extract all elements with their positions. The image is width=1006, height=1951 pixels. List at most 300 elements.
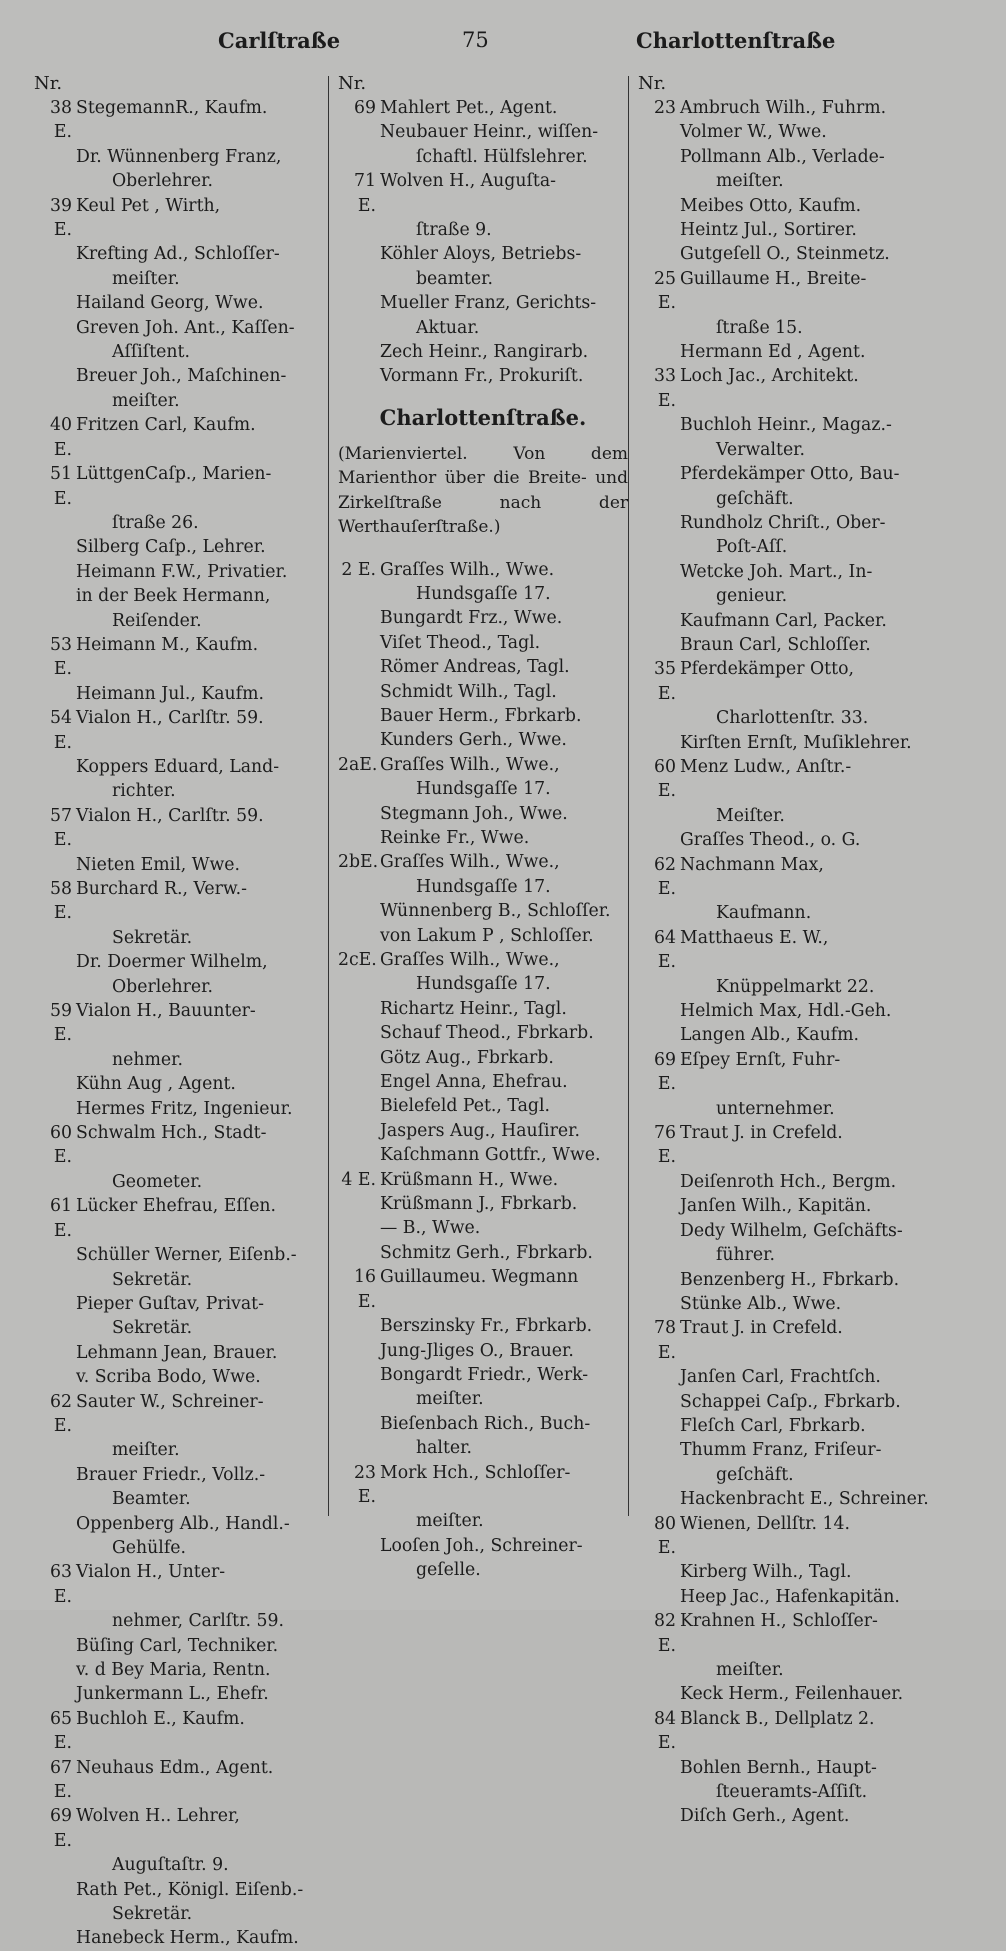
resident-line: Rundholz Chriſt., Ober- — [680, 512, 886, 533]
house-number — [638, 194, 676, 218]
resident-line: Guillaumeu. Wegmann — [380, 1267, 579, 1288]
directory-entry — [638, 1682, 938, 1706]
directory-entry — [638, 1268, 938, 1292]
house-number — [338, 1363, 376, 1387]
house-number — [34, 1365, 72, 1389]
house-number — [638, 1487, 676, 1511]
house-number — [34, 1634, 72, 1658]
resident-line: Breuer Joh., Maſchinen- — [76, 366, 287, 387]
resident-line: Wetcke Joh. Mart., In- — [680, 561, 873, 582]
resident-line: Schmitz Gerh., Fbrkarb. — [380, 1242, 593, 1263]
house-number: 2 E. — [341, 559, 376, 580]
directory-entry — [338, 1314, 628, 1338]
directory-entry — [638, 755, 938, 828]
house-number — [638, 1682, 676, 1706]
house-number: 69 E. — [50, 1806, 72, 1851]
resident-line-continued: meiſter. — [716, 1660, 784, 1680]
resident-line: Lehmann Jean, Brauer. — [76, 1342, 278, 1363]
directory-entry — [338, 1534, 628, 1583]
house-number — [34, 1463, 72, 1487]
house-number — [638, 340, 676, 364]
directory-entry — [338, 1119, 628, 1143]
resident-line-continued: meiſter. — [716, 171, 784, 192]
directory-entry — [638, 267, 938, 340]
directory-entry — [34, 1560, 324, 1633]
resident-line: Keck Herm., Feilenhauer. — [680, 1684, 904, 1705]
header-left-street: Carlſtraße — [218, 28, 341, 53]
resident-line: Deiſenroth Hch., Bergm. — [680, 1171, 897, 1192]
house-number — [638, 731, 676, 755]
house-number: 25 E. — [654, 268, 676, 314]
house-number: 60 E. — [50, 1123, 72, 1168]
resident-line: Traut J. in Crefeld. — [680, 1123, 843, 1144]
house-number — [338, 826, 376, 850]
resident-line: Thumm Franz, Friſeur- — [680, 1440, 882, 1461]
resident-line-continued: Sekretär. — [112, 1904, 193, 1925]
directory-entry — [338, 802, 628, 826]
directory-entry — [338, 1363, 628, 1412]
house-number — [338, 1314, 376, 1338]
column-divider-2 — [628, 76, 629, 1516]
resident-line: Bungardt Frz., Wwe. — [380, 608, 563, 629]
house-number — [338, 728, 376, 752]
house-number — [338, 704, 376, 728]
resident-line: Fleſch Carl, Fbrkarb. — [680, 1415, 866, 1436]
resident-line: Jaspers Aug., Hauſirer. — [380, 1120, 580, 1141]
directory-entry — [638, 1121, 938, 1170]
house-number — [338, 899, 376, 923]
directory-entry — [638, 633, 938, 657]
resident-line: — B., Wwe. — [380, 1218, 481, 1239]
house-number — [638, 120, 676, 144]
house-number: 69 — [354, 98, 376, 118]
directory-entry — [34, 877, 324, 950]
resident-line: Vormann Fr., Prokuriſt. — [380, 366, 584, 387]
house-number — [34, 291, 72, 315]
house-number: 67 E. — [50, 1757, 72, 1803]
directory-entry — [638, 1512, 938, 1561]
nr-label: Nr. — [638, 73, 667, 94]
section-intro: (Marienviertel. Von dem Marienthor über die Breite- und Zirkelſtraße nach der Werthauſerſtraße.) — [338, 443, 628, 538]
column-2-entries-top — [338, 96, 628, 389]
directory-entry — [638, 609, 938, 633]
resident-line: Schmidt Wilh., Tagl. — [380, 681, 557, 702]
directory-entry — [638, 1219, 938, 1268]
resident-line: Pieper Guſtav, Privat- — [76, 1293, 264, 1314]
resident-line: Vialon H., Bauunter- — [76, 1001, 256, 1022]
resident-line: Heimann Jul., Kaufm. — [76, 683, 264, 704]
directory-entry — [34, 291, 324, 315]
house-number — [338, 1119, 376, 1143]
directory-entry — [34, 999, 324, 1072]
resident-line: Kunders Gerh., Wwe. — [380, 730, 567, 751]
directory-entry — [34, 1682, 324, 1706]
resident-line: Schappei Caſp., Fbrkarb. — [680, 1391, 901, 1412]
resident-line: Helmich Max, Hdl.-Geh. — [680, 1001, 892, 1022]
house-number: 69 E. — [654, 1049, 676, 1095]
house-number — [638, 633, 676, 657]
house-number: 78 E. — [654, 1318, 676, 1363]
resident-line: Rath Pet., Königl. Eiſenb.- — [76, 1879, 304, 1900]
resident-line-continued: Reiſender. — [112, 610, 202, 631]
resident-line: Nieten Emil, Wwe. — [76, 854, 240, 875]
resident-line: Bielefeld Pet., Tagl. — [380, 1096, 550, 1117]
directory-entry — [638, 1438, 938, 1487]
resident-line: Sauter W., Schreiner- — [76, 1391, 264, 1412]
resident-line: Gutgeſell O., Steinmetz. — [680, 244, 890, 265]
house-number: 51 E. — [50, 464, 72, 509]
house-number — [638, 609, 676, 633]
resident-line: Hermes Fritz, Ingenieur. — [76, 1098, 293, 1119]
directory-entry — [338, 1339, 628, 1363]
resident-line: Heimann F.W., Privatier. — [76, 561, 288, 582]
directory-entry — [338, 704, 628, 728]
house-number: 64 E. — [654, 927, 676, 973]
house-number — [638, 413, 676, 437]
resident-line: Hackenbracht E., Schreiner. — [680, 1489, 929, 1510]
house-number — [638, 1390, 676, 1414]
directory-entry — [34, 755, 324, 804]
directory-entry — [338, 558, 628, 607]
resident-line: v. d Bey Maria, Rentn. — [76, 1660, 271, 1680]
house-number — [34, 1926, 72, 1950]
resident-line: Köhler Aloys, Betriebs- — [380, 244, 582, 265]
resident-line-continued: Aktuar. — [416, 317, 480, 338]
directory-entry — [34, 1243, 324, 1292]
house-number: 40 E. — [50, 415, 72, 460]
house-number — [338, 1070, 376, 1094]
directory-entry — [638, 120, 938, 144]
directory-entry — [338, 364, 628, 388]
directory-entry — [34, 1097, 324, 1121]
directory-entry — [34, 1707, 324, 1756]
house-number — [34, 1292, 72, 1316]
resident-line: Pferdekämper Otto, — [680, 659, 854, 680]
house-number — [638, 1194, 676, 1218]
resident-line: Graſſes Wilh., Wwe. — [380, 559, 555, 580]
directory-entry — [338, 850, 628, 899]
house-number: 84 E. — [654, 1708, 676, 1754]
resident-line: Vialon H., Carlſtr. 59. — [76, 805, 264, 826]
resident-line: Buchloh E., Kaufm. — [76, 1708, 245, 1729]
house-number: 23 E. — [354, 1462, 376, 1507]
resident-line: Kaſchmann Gottfr., Wwe. — [380, 1145, 601, 1166]
house-number: 62 E. — [50, 1391, 72, 1436]
resident-line: Heep Jac., Hafenkapitän. — [680, 1586, 900, 1607]
house-number: 76 E. — [654, 1123, 676, 1168]
resident-line: Menz Ludw., Anſtr.- — [680, 756, 852, 777]
resident-line: von Lakum P , Schloſſer. — [380, 925, 594, 946]
house-number — [34, 682, 72, 706]
house-number — [34, 584, 72, 608]
resident-line-continued: Hundsgaſſe 17. — [416, 779, 551, 800]
directory-entry — [638, 96, 938, 120]
house-number — [338, 1094, 376, 1118]
house-number: 65 E. — [50, 1708, 72, 1754]
directory-entry — [34, 462, 324, 535]
house-number — [638, 1585, 676, 1609]
house-number — [34, 950, 72, 974]
house-number: 57 E. — [50, 805, 72, 851]
house-number — [34, 145, 72, 169]
house-number — [34, 755, 72, 779]
directory-entry — [34, 1292, 324, 1341]
resident-line-continued: Sekretär. — [112, 1318, 193, 1339]
resident-line-continued: Gehülfe. — [112, 1537, 186, 1558]
directory-entry — [638, 1707, 938, 1756]
resident-line: Krahnen H., Schloſſer- — [680, 1611, 878, 1632]
house-number: 35 E. — [654, 659, 676, 704]
directory-entry — [638, 1023, 938, 1047]
resident-line-continued: meiſter. — [112, 268, 180, 289]
directory-entry — [338, 1265, 628, 1314]
resident-line-continued: Meiſter. — [716, 805, 785, 826]
resident-line-continued: geſelle. — [416, 1560, 481, 1581]
house-number — [338, 680, 376, 704]
resident-line: Richartz Heinr., Tagl. — [380, 998, 567, 1019]
house-number: 2aE. — [338, 754, 378, 775]
house-number: 60 E. — [654, 756, 676, 802]
directory-entry — [34, 584, 324, 633]
resident-line: Pollmann Alb., Verlade- — [680, 146, 885, 167]
house-number — [338, 242, 376, 266]
house-number — [338, 291, 376, 315]
directory-entry — [34, 1121, 324, 1194]
resident-line: LüttgenCaſp., Marien- — [76, 464, 272, 485]
directory-entry — [34, 804, 324, 853]
house-number — [638, 462, 676, 486]
resident-line: Eſpey Ernſt, Fuhr- — [680, 1049, 841, 1070]
resident-line-continued: ſteueramts-Aſſiſt. — [716, 1782, 868, 1803]
resident-line: Volmer W., Wwe. — [680, 122, 827, 143]
resident-line: Graſſes Wilh., Wwe., — [380, 852, 560, 873]
house-number — [338, 631, 376, 655]
directory-entry — [338, 1192, 628, 1216]
resident-line: Brauer Friedr., Vollz.- — [76, 1464, 266, 1485]
resident-line: Dedy Wilhelm, Geſchäfts- — [680, 1220, 903, 1241]
house-number — [638, 1804, 676, 1828]
directory-entry — [34, 364, 324, 413]
resident-line-continued: ſtraße 9. — [416, 220, 492, 241]
resident-line: Heintz Jul., Sortirer. — [680, 220, 857, 241]
directory-entry — [338, 655, 628, 679]
house-number — [338, 1046, 376, 1070]
resident-line-continued: Sekretär. — [112, 1269, 193, 1290]
directory-entry — [638, 1756, 938, 1805]
resident-line: Hailand Georg, Wwe. — [76, 293, 264, 314]
resident-line: Kirberg Wilh., Tagl. — [680, 1562, 852, 1583]
directory-entry — [34, 1756, 324, 1805]
directory-entry — [338, 728, 628, 752]
resident-line: Blanck B., Dellplatz 2. — [680, 1708, 875, 1729]
house-number — [638, 1268, 676, 1292]
house-number — [34, 1658, 72, 1682]
directory-entry — [638, 560, 938, 609]
directory-entry — [338, 680, 628, 704]
directory-entry — [338, 1241, 628, 1265]
directory-entry — [638, 413, 938, 462]
house-number — [338, 120, 376, 144]
directory-entry — [34, 1072, 324, 1096]
resident-line-continued: geſchäft. — [716, 488, 794, 509]
house-number — [34, 364, 72, 388]
house-number — [638, 1560, 676, 1584]
directory-entry — [34, 96, 324, 145]
resident-line-continued: ſchaftl. Hülfslehrer. — [416, 146, 588, 167]
directory-entry — [34, 535, 324, 559]
house-number — [34, 1341, 72, 1365]
directory-entry — [638, 926, 938, 999]
resident-line: Pferdekämper Otto, Bau- — [680, 464, 900, 485]
house-number: 23 — [654, 98, 676, 118]
directory-entry — [338, 291, 628, 340]
directory-entry — [338, 1412, 628, 1461]
house-number — [34, 1072, 72, 1096]
resident-line: Stünke Alb., Wwe. — [680, 1293, 842, 1314]
directory-entry — [338, 1143, 628, 1167]
house-number — [338, 997, 376, 1021]
resident-line-continued: Charlottenſtr. 33. — [716, 708, 869, 729]
resident-line: Braun Carl, Schloſſer. — [680, 634, 871, 655]
house-number — [638, 999, 676, 1023]
page-number: 75 — [462, 28, 489, 52]
column-1-entries — [34, 96, 324, 1951]
directory-entry — [638, 657, 938, 730]
resident-line: Schüller Werner, Eiſenb.- — [76, 1245, 297, 1266]
resident-line-continued: Sekretär. — [112, 927, 193, 948]
directory-entry — [34, 242, 324, 291]
directory-entry — [34, 194, 324, 243]
resident-line-continued: Knüppelmarkt 22. — [716, 976, 875, 997]
resident-line: Buchloh Heinr., Magaz.- — [680, 415, 892, 436]
directory-entry — [638, 1170, 938, 1194]
directory-entry — [338, 1046, 628, 1070]
house-number — [338, 1021, 376, 1045]
house-number — [34, 1097, 72, 1121]
resident-line: Hermann Ed , Agent. — [680, 342, 866, 363]
house-number — [34, 560, 72, 584]
resident-line-continued: meiſter. — [112, 390, 180, 411]
resident-line-continued: Auguſtaſtr. 9. — [112, 1855, 229, 1876]
resident-line-continued: Poſt-Aſſ. — [716, 537, 788, 558]
directory-entry — [338, 1461, 628, 1534]
directory-entry — [34, 1512, 324, 1561]
resident-line: Koppers Eduard, Land- — [76, 756, 280, 777]
house-number — [338, 802, 376, 826]
resident-line: Vialon H., Carlſtr. 59. — [76, 708, 264, 729]
resident-line: Guillaume H., Breite- — [680, 268, 867, 289]
resident-line-continued: Hundsgaſſe 17. — [416, 974, 551, 995]
directory-entry — [638, 364, 938, 413]
directory-entry — [638, 1609, 938, 1682]
resident-line: Junkermann L., Ehefr. — [76, 1684, 269, 1705]
directory-entry — [638, 340, 938, 364]
directory-entry — [638, 242, 938, 266]
house-number — [638, 1414, 676, 1438]
resident-line: Hanebeck Herm., Kaufm. — [76, 1928, 299, 1949]
resident-line-continued: meiſter. — [416, 1511, 484, 1532]
directory-entry — [34, 560, 324, 584]
directory-entry — [34, 853, 324, 877]
resident-line: Viſet Theod., Tagl. — [380, 632, 541, 653]
directory-entry — [34, 1878, 324, 1927]
resident-line-continued: Hundsgaſſe 17. — [416, 876, 551, 897]
resident-line: Jung-Jliges O., Brauer. — [380, 1340, 574, 1361]
directory-entry — [638, 1292, 938, 1316]
resident-line: Meibes Otto, Kaufm. — [680, 195, 862, 216]
resident-line: Benzenberg H., Fbrkarb. — [680, 1269, 900, 1290]
house-number: 82 E. — [654, 1611, 676, 1656]
house-number — [638, 218, 676, 242]
nr-label: Nr. — [338, 73, 367, 94]
section-title: Charlottenſtraße. — [379, 404, 587, 430]
resident-line: Neuhaus Edm., Agent. — [76, 1757, 274, 1778]
resident-line: Römer Andreas, Tagl. — [380, 657, 570, 678]
resident-line-continued: richter. — [112, 781, 176, 802]
column-1 — [34, 72, 324, 1951]
resident-line-continued: Oberlehrer. — [112, 171, 213, 192]
resident-line-continued: Beamter. — [112, 1489, 191, 1510]
house-number — [638, 1365, 676, 1389]
resident-line: Schwalm Hch., Stadt- — [76, 1123, 267, 1144]
resident-line: Silberg Caſp., Lehrer. — [76, 537, 266, 558]
resident-line-continued: führer. — [716, 1245, 775, 1266]
directory-entry — [34, 1926, 324, 1950]
house-number — [34, 316, 72, 340]
resident-line: Dr. Wünnenberg Franz, — [76, 146, 282, 167]
house-number — [338, 1534, 376, 1558]
header-right-street: Charlottenſtraße — [636, 28, 836, 53]
directory-entry — [338, 1094, 628, 1118]
house-number — [638, 145, 676, 169]
house-number — [638, 1170, 676, 1194]
resident-line: Wolven H.. Lehrer, — [76, 1806, 240, 1827]
resident-line: Berszinsky Fr., Fbrkarb. — [380, 1316, 593, 1337]
directory-entry — [638, 1487, 938, 1511]
resident-line: Wolven H., Auguſta- — [380, 171, 556, 192]
resident-line: Looſen Joh., Schreiner- — [380, 1535, 583, 1556]
house-number — [338, 606, 376, 630]
resident-line: Mork Hch., Schloſſer- — [380, 1462, 571, 1483]
directory-entry — [34, 316, 324, 365]
directory-entry — [34, 1634, 324, 1658]
house-number — [338, 924, 376, 948]
house-number — [338, 340, 376, 364]
resident-line: Kühn Aug , Agent. — [76, 1074, 236, 1095]
resident-line: Fritzen Carl, Kaufm. — [76, 415, 256, 436]
directory-entry — [34, 682, 324, 706]
directory-entry — [338, 948, 628, 997]
directory-entry — [638, 1194, 938, 1218]
resident-line: Langen Alb., Kaufm. — [680, 1025, 859, 1046]
resident-line: Burchard R., Verw.- — [76, 879, 247, 899]
directory-entry — [638, 1804, 938, 1828]
resident-line-continued: Hundsgaſſe 17. — [416, 583, 551, 604]
directory-entry — [638, 218, 938, 242]
directory-entry — [34, 1365, 324, 1389]
resident-line: Graſſes Wilh., Wwe., — [380, 754, 560, 775]
house-number — [638, 511, 676, 535]
resident-line: Greven Joh. Ant., Kaſſen- — [76, 317, 295, 338]
resident-line: Bauer Herm., Fbrkarb. — [380, 705, 582, 726]
resident-line-continued: Geometer. — [112, 1171, 203, 1192]
resident-line-continued: unternehmer. — [716, 1098, 835, 1119]
resident-line: StegemannR., Kaufm. — [76, 98, 268, 118]
house-number — [638, 1292, 676, 1316]
directory-entry — [638, 1316, 938, 1365]
resident-line: Kirſten Ernſt, Muſiklehrer. — [680, 732, 912, 753]
resident-line: Ambruch Wilh., Fuhrm. — [680, 98, 887, 118]
